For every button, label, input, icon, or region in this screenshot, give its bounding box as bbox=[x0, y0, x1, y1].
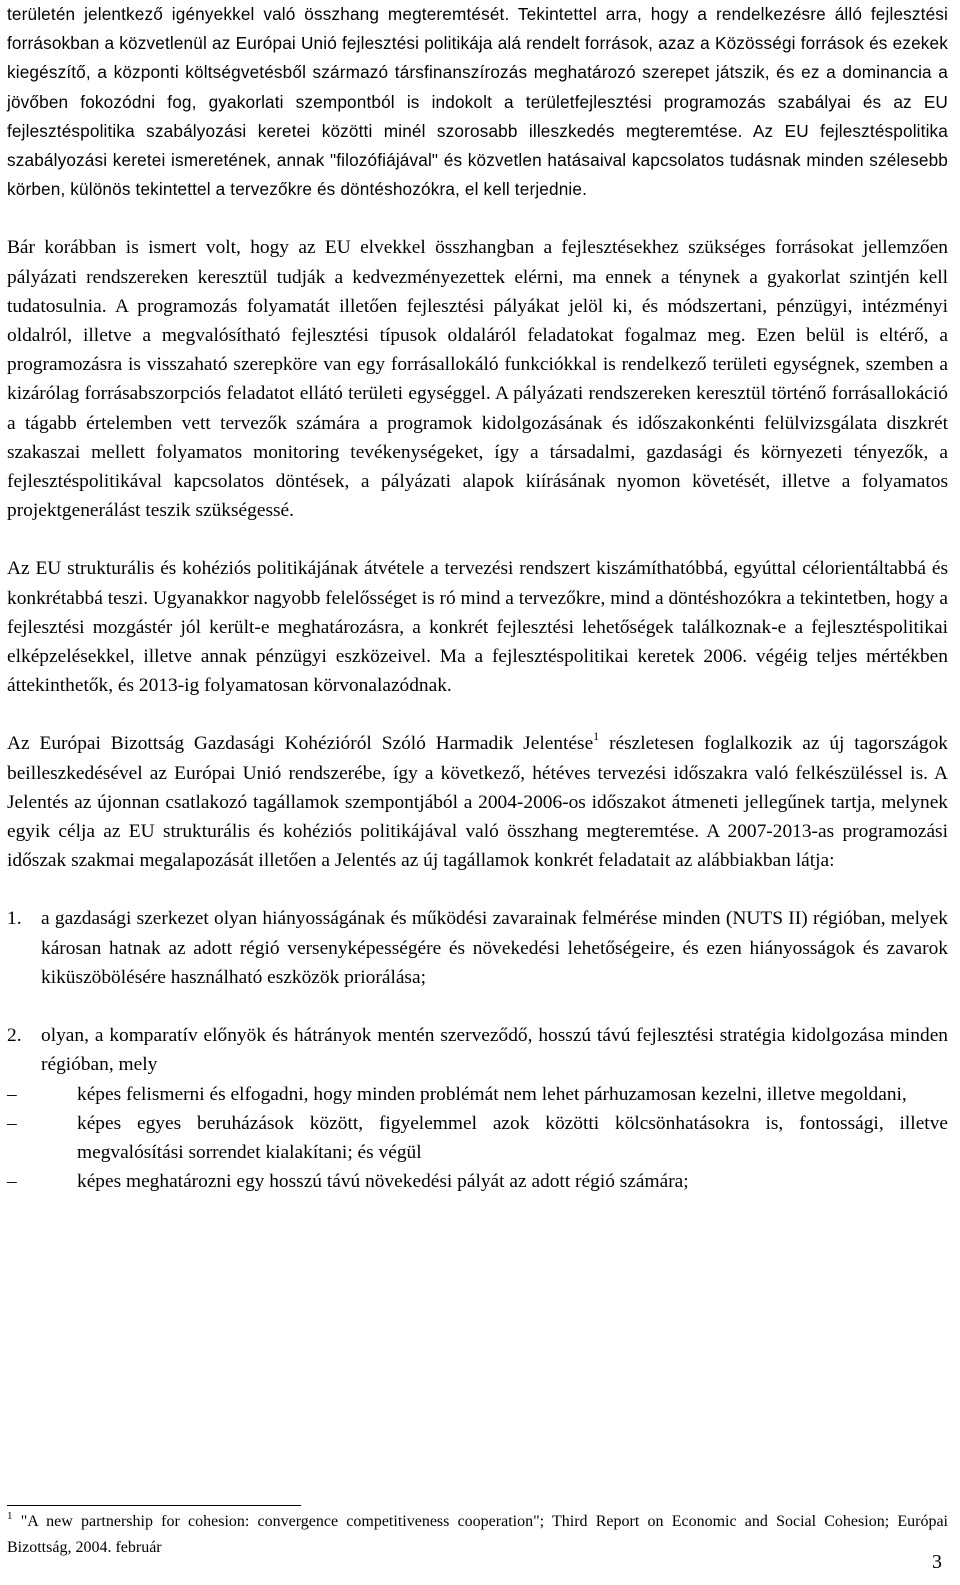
list-item-body bbox=[7, 1021, 948, 1196]
page-number: 3 bbox=[932, 1551, 942, 1573]
document-body bbox=[7, 0, 948, 1196]
dash-bullet: – bbox=[7, 1171, 17, 1193]
dash-bullet: – bbox=[7, 1112, 17, 1134]
dash-bullet: – bbox=[7, 1083, 17, 1105]
dash-item-text: képes felismerni és elfogadni, hogy minden problémát nem lehet párhuzamosan kezelni, illetve megoldani, bbox=[77, 1083, 907, 1105]
list-item-1 bbox=[7, 904, 948, 992]
dash-item-2 bbox=[7, 1109, 948, 1167]
paragraph-4 bbox=[7, 729, 948, 875]
list-item-text: a gazdasági szerkezet olyan hiányosságának és működési zavarainak felmérése minden (NUTS II) régióban, melyek károsan hatnak az adott régió versenyképességére és növekedési lehetőségeire, és ezen hiányosságok és zavarok kiküszöbölésére használható eszközök priorálása; bbox=[41, 908, 948, 988]
paragraph-1: területén jelentkező igényekkel való összhang megteremtését. Tekintettel arra, hogy a rendelkezésre álló fejlesztési forrásokban a közvetlenül az Európai Unió fejlesztési politikája alá rendelt források, azaz a Közösségi források és ezekek kiegészítő, a központi költségvetésből származó társfinanszírozás meghatározó szerepet játszik, és ez a dominancia a jövőben fokozódni fog, gyakorlati szempontból is indokolt a területfejlesztési programozás szabályai és az EU fejlesztéspolitika szabályozási keretei közötti minél szorosabb illeszkedés megteremtése. Az EU fejlesztéspolitika szabályozási keretei ismeretének, annak "filozófiájával" és közvetlen hatásaival kapcsolatos tudásnak minden szélesebb körben, különös tekintettel a tervezőkre és döntéshozókra, el kell terjednie. bbox=[7, 4, 948, 200]
list-item-text: olyan, a komparatív előnyök és hátrányok mentén szerveződő, hosszú távú fejlesztési stratégia kidolgozása minden régióban, mely bbox=[41, 1025, 948, 1076]
paragraph-3: Az EU strukturális és kohéziós politikájának átvétele a tervezési rendszert kiszámíthatóbbá, egyúttal célorientáltabbá és konkrétabbá teszi. Ugyanakkor nagyobb felelősséget is ró mind a tervezőkre, mind a döntéshozókra a tekintetben, hogy a fejlesztési mozgástér jól került-e meghatározásra, a konkrét fejlesztési lehetőségek találkoznak-e a fejlesztéspolitikai elképzelésekkel, illetve annak pénzügyi eszközeivel. Ma a fejlesztéspolitikai keretek 2006. végéig teljes mértékben áttekinthetők, és 2013-ig folyamatosan körvonalazódnak. bbox=[7, 558, 948, 697]
footnote-number: 1 bbox=[7, 1510, 13, 1522]
numbered-list bbox=[7, 904, 948, 1196]
footnote bbox=[7, 1509, 948, 1561]
dash-item-1 bbox=[7, 1080, 948, 1109]
list-item-number: 2. bbox=[7, 1025, 22, 1047]
paragraph-4-text-a: Az Európai Bizottság Gazdasági Kohézióról Szóló Harmadik Jelentése bbox=[7, 733, 594, 755]
footnote-text: "A new partnership for cohesion: convergence competitiveness cooperation"; Third Report on Economic and Social Cohesion; Európai Bizottság, 2004. február bbox=[7, 1513, 948, 1556]
footnote-separator bbox=[7, 1505, 301, 1506]
list-item-number: 1. bbox=[7, 908, 22, 930]
list-item-2 bbox=[7, 1021, 948, 1196]
paragraph-2: Bár korábban is ismert volt, hogy az EU elvekkel összhangban a fejlesztésekhez szükséges forrásokat jellemzően pályázati rendszereken keresztül tudják a kedvezményezettek elérni, ma ennek a ténynek a gyakorlat szintjén kell tudatosulnia. A programozás folyamatát illetően fejlesztési pályákat jelöl ki, és módszertani, pénzügyi, intézményi oldalról, illetve a megvalósítható fejlesztési típusok oldaláról feladatokat fogalmaz meg. Ezen belül is eltérő, a programozásra is visszaható szerepköre van egy forrásallokáló funkciókkal is rendelkező területi egységnek, szemben a kizárólag forrásabszorpciós feladatot ellátó területi egységgel. A pályázati rendszereken keresztül történő forrásallokáció a tágabb értelemben vett tervezők számára a programok kidolgozásának és időszakonkénti felülvizsgálata diszkrét szakaszai mellett folyamatos monitoring tevékenységeket, így a társadalmi, gazdasági és környezeti tényezők, a fejlesztéspolitikával kapcsolatos döntések, a pályázati alapok kiírásának nyomon követését, illetve a folyamatos projektgenerálást teszik szükségessé. bbox=[7, 237, 948, 522]
footnote-reference[interactable]: 1 bbox=[593, 729, 600, 744]
paragraph-4-text-b: részletesen foglalkozik az új tagországok beilleszkedésével az Európai Unió rendszerébe, így a következő, hétéves tervezési időszakra való felkészüléssel is. A Jelentés az újonnan csatlakozó tagállamok szempontjából a 2004-2006-os időszakot átmeneti jellegűnek tartja, melynek egyik célja az EU strukturális és kohéziós politikájával való összhang megteremtése. A 2007-2013-as programozási időszak szakmai megalapozását illetően a Jelentés az új tagállamok konkrét feladatait az alábbiakban látja: bbox=[7, 733, 948, 872]
dash-item-text: képes meghatározni egy hosszú távú növekedési pályát az adott régió számára; bbox=[77, 1171, 689, 1193]
dash-item-text: képes egyes beruházások között, figyelemmel azok közötti kölcsönhatásokra is, fontossági, illetve megvalósítási sorrendet kialakítani; és végül bbox=[77, 1112, 948, 1163]
dash-item-3 bbox=[7, 1167, 948, 1196]
